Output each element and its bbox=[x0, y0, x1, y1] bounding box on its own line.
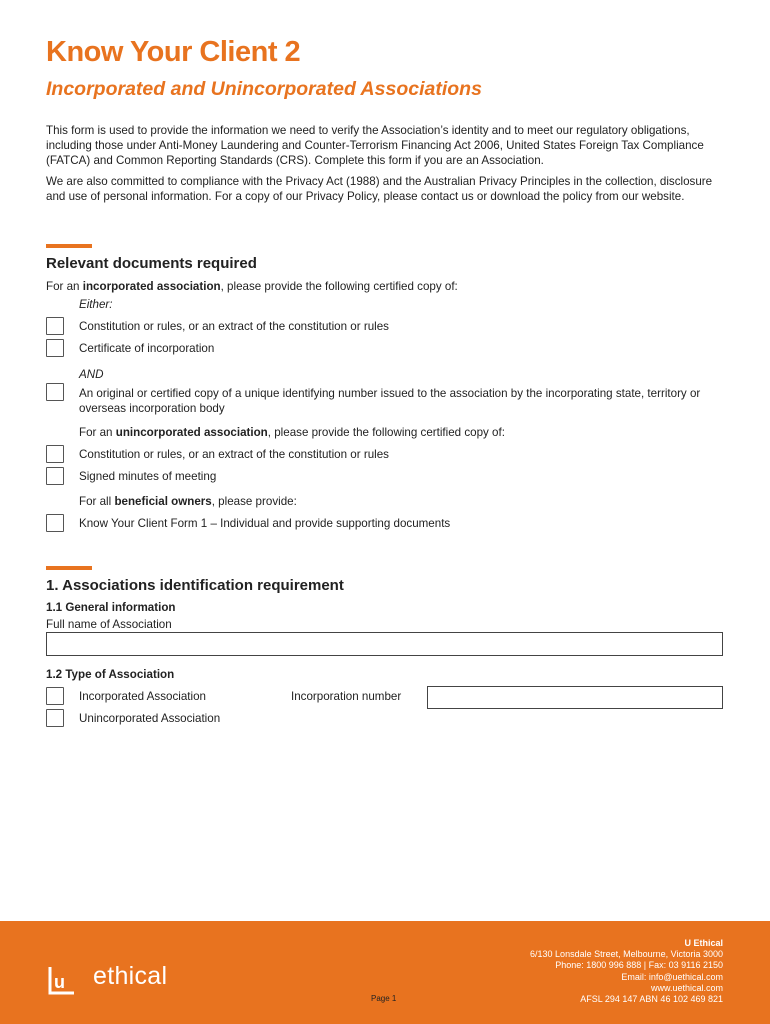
unincorporated-checkbox[interactable] bbox=[46, 709, 64, 727]
logo-letter: u bbox=[54, 972, 65, 992]
page-subtitle: Incorporated and Unincorporated Associations bbox=[46, 78, 482, 100]
incorporated-option-label: Incorporated Association bbox=[79, 690, 206, 703]
general-info-heading: 1.1 General information bbox=[46, 601, 176, 614]
constitution2-label: Constitution or rules, or an extract of the constitution or rules bbox=[79, 448, 389, 461]
and-label: AND bbox=[79, 368, 104, 381]
incorporation-number-field[interactable] bbox=[427, 686, 723, 709]
owners-prefix: For all bbox=[79, 495, 115, 508]
footer-address: 6/130 Lonsdale Street, Melbourne, Victoria 3000 bbox=[530, 949, 723, 960]
intro-text-2: We are also committed to compliance with the Privacy Act (1988) and the Australian Privacy Principles in the collection, disclosure and use of personal information. For a copy of our Privacy Policy, please contact us or download the policy from our website. bbox=[46, 175, 713, 203]
full-name-field[interactable] bbox=[46, 632, 723, 656]
section1-divider bbox=[46, 566, 92, 570]
incorporated-prefix: For an bbox=[46, 280, 83, 293]
unincorporated-bold: unincorporated association bbox=[115, 426, 268, 439]
incorporated-checkbox[interactable] bbox=[46, 687, 64, 705]
footer-address-block bbox=[530, 938, 723, 1005]
footer-afsl: AFSL 294 147 ABN 46 102 469 821 bbox=[580, 994, 723, 1005]
unincorporated-suffix: , please provide the following certified copy of: bbox=[267, 426, 505, 439]
incorporation-number-label: Incorporation number bbox=[291, 690, 402, 703]
type-heading: 1.2 Type of Association bbox=[46, 668, 175, 681]
full-name-label: Full name of Association bbox=[46, 618, 172, 631]
unincorporated-option-label: Unincorporated Association bbox=[79, 712, 221, 725]
constitution-label: Constitution or rules, or an extract of the constitution or rules bbox=[79, 320, 389, 333]
owners-instruction bbox=[79, 495, 297, 508]
either-label: Either: bbox=[79, 298, 113, 311]
footer-web: www.uethical.com bbox=[650, 982, 723, 993]
incorporated-bold: incorporated association bbox=[82, 280, 221, 293]
intro-paragraph-1 bbox=[46, 123, 726, 168]
documents-title: Relevant documents required bbox=[46, 255, 257, 272]
certificate-checkbox[interactable] bbox=[46, 339, 64, 357]
page-number: Page 1 bbox=[371, 994, 397, 1003]
certificate-label: Certificate of incorporation bbox=[79, 342, 215, 355]
kyc1-label: Know Your Client Form 1 – Individual and provide supporting documents bbox=[79, 517, 451, 530]
footer-email: Email: info@uethical.com bbox=[621, 971, 723, 982]
unincorporated-prefix: For an bbox=[79, 426, 116, 439]
kyc1-checkbox[interactable] bbox=[46, 514, 64, 532]
section1-title: 1. Associations identification requirement bbox=[46, 577, 344, 594]
logo-icon bbox=[47, 963, 77, 1001]
incorporated-instruction bbox=[46, 280, 458, 293]
minutes-label: Signed minutes of meeting bbox=[79, 470, 217, 483]
intro-paragraph-2 bbox=[46, 174, 726, 204]
constitution2-checkbox[interactable] bbox=[46, 445, 64, 463]
owners-bold: beneficial owners bbox=[114, 495, 212, 508]
footer-phone: Phone: 1800 996 888 | Fax: 03 9116 2150 bbox=[555, 960, 723, 971]
identifier-label: An original or certified copy of a unique identifying number issued to the association by the incorporating state, territory or overseas incorporation body bbox=[79, 387, 701, 415]
footer-org: U Ethical bbox=[684, 938, 723, 948]
identifier-checkbox[interactable] bbox=[46, 383, 64, 401]
incorporated-suffix: , please provide the following certified copy of: bbox=[220, 280, 458, 293]
logo-text: ethical bbox=[93, 962, 168, 990]
page-title: Know Your Client 2 bbox=[46, 36, 301, 68]
section-divider bbox=[46, 244, 92, 248]
owners-suffix: , please provide: bbox=[211, 495, 297, 508]
unincorporated-instruction bbox=[79, 426, 505, 439]
minutes-checkbox[interactable] bbox=[46, 467, 64, 485]
intro-text-1: This form is used to provide the information we need to verify the Association’s identity and to meet our regulatory obligations, including those under Anti-Money Laundering and Counter-Terrorism Financing Act 2006, United States Foreign Tax Compliance (FATCA) and Common Reporting Standards (CRS). Complete this form if you are an Association. bbox=[46, 124, 704, 167]
constitution-checkbox[interactable] bbox=[46, 317, 64, 335]
